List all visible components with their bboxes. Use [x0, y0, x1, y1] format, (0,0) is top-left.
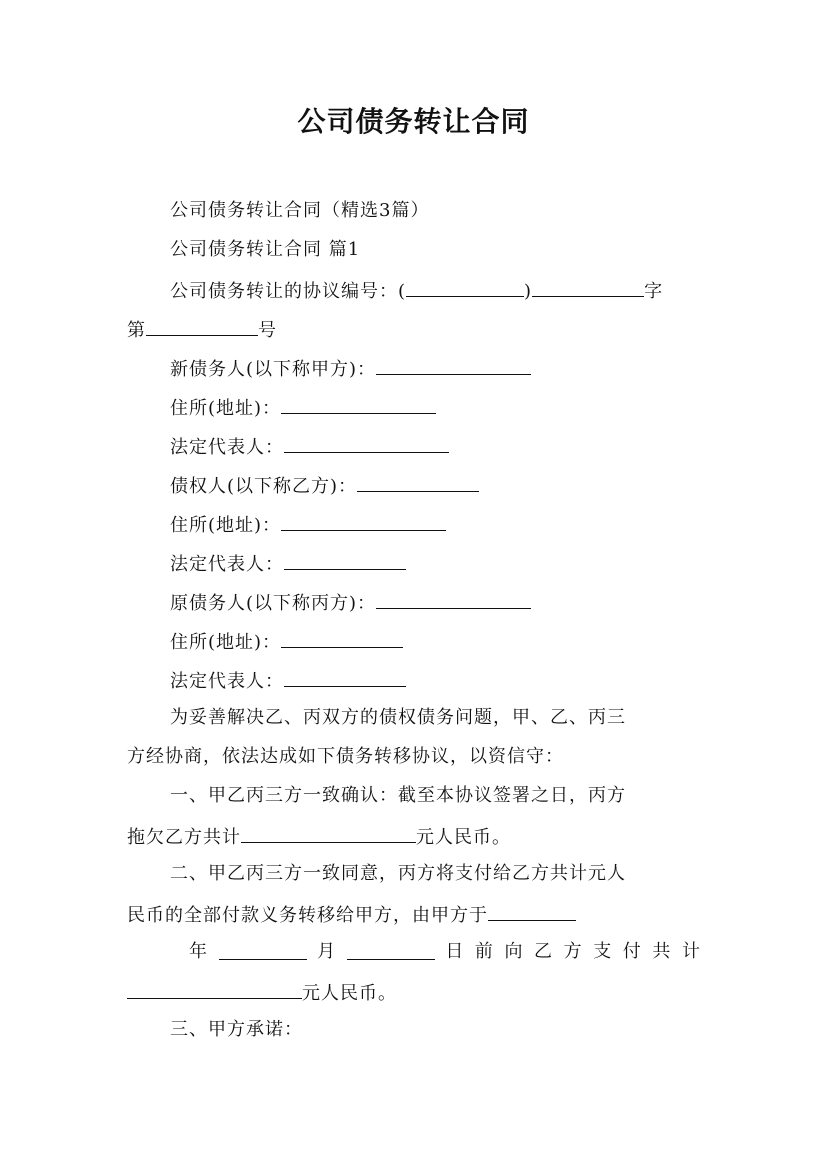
creditor-blank: [357, 471, 479, 492]
clause-1-prefix: 拖欠乙方共计: [127, 827, 241, 848]
clause-2-word: 方: [563, 941, 583, 962]
agreement-number-line-2: [127, 315, 707, 344]
clause-2-word: 向: [504, 941, 524, 962]
clause-2-line-1: 二、甲乙丙三方一致同意，丙方将支付给乙方共计元人: [170, 863, 626, 884]
agreement-number-blank-3: [146, 315, 258, 336]
intro-paragraph-line-1: 为妥善解决乙、丙双方的债权债务问题，甲、乙、丙三: [170, 707, 626, 728]
address-label-3: 住所(地址)：: [170, 632, 282, 653]
address-label-1: 住所(地址)：: [170, 398, 282, 419]
clause-1-amount-blank: [241, 822, 416, 843]
month-label: 月: [317, 941, 337, 962]
clause-2-word: 付: [622, 941, 642, 962]
address-line-3: [170, 627, 707, 656]
clause-2-amount-blank: [127, 978, 302, 999]
day-label: 日: [445, 941, 465, 962]
clause-3-heading: 三、甲方承诺：: [170, 1019, 303, 1040]
agreement-number-prefix: 第: [127, 320, 146, 341]
creditor-line: [170, 471, 707, 500]
section-heading: 公司债务转让合同 篇1: [170, 239, 361, 260]
clause-2-word: 乙: [534, 941, 554, 962]
legal-rep-blank-1: [284, 432, 449, 453]
legal-rep-blank-2: [284, 549, 406, 570]
intro-paragraph-line-2: 方经协商，依法达成如下债务转移协议，以资信守：: [127, 746, 564, 767]
new-debtor-blank: [376, 354, 531, 375]
agreement-number-char: 字: [644, 281, 664, 302]
clause-2-word: 前: [474, 941, 494, 962]
orig-debtor-label: 原债务人(以下称丙方)：: [170, 593, 377, 614]
address-line-1: [170, 393, 707, 422]
legal-rep-line-3: [170, 666, 707, 695]
clause-2-line-3: [189, 939, 701, 965]
legal-rep-label-3: 法定代表人：: [170, 671, 284, 692]
legal-rep-blank-3: [284, 666, 406, 687]
clause-2-prefix: 民币的全部付款义务转移给甲方，由甲方于: [127, 905, 488, 926]
agreement-number-blank-1: [406, 276, 524, 297]
address-blank-3: [281, 627, 403, 648]
clause-2-line-4: [127, 978, 707, 1007]
address-line-2: [170, 510, 707, 539]
clause-2-suffix: 元人民币。: [302, 983, 397, 1004]
month-blank: [219, 939, 307, 960]
legal-rep-label-2: 法定代表人：: [170, 554, 284, 575]
new-debtor-line: [170, 354, 707, 383]
creditor-label: 债权人(以下称乙方)：: [170, 476, 358, 497]
agreement-number-paren: ): [524, 281, 533, 302]
address-label-2: 住所(地址)：: [170, 515, 282, 536]
clause-1-suffix: 元人民币。: [416, 827, 511, 848]
address-blank-1: [281, 393, 436, 414]
clause-2-date-blank: [488, 900, 576, 921]
clause-2-word: 共: [652, 941, 672, 962]
new-debtor-label: 新债务人(以下称甲方)：: [170, 359, 377, 380]
clause-1-line-1: 一、甲乙丙三方一致确认：截至本协议签署之日，丙方: [170, 785, 626, 806]
document-title: 公司债务转让合同: [297, 105, 530, 138]
clause-2-word: 计: [681, 941, 701, 962]
agreement-number-line: [170, 276, 707, 305]
year-label: 年: [189, 941, 208, 962]
clause-2-line-2: [127, 900, 707, 929]
agreement-number-label: 公司债务转让的协议编号：(: [170, 281, 407, 302]
document-subtitle: 公司债务转让合同（精选3篇）: [170, 200, 430, 221]
orig-debtor-blank: [376, 588, 531, 609]
day-blank: [347, 939, 435, 960]
agreement-number-blank-2: [532, 276, 644, 297]
legal-rep-line-2: [170, 549, 707, 578]
clause-2-word: 支: [593, 941, 613, 962]
legal-rep-label-1: 法定代表人：: [170, 437, 284, 458]
legal-rep-line-1: [170, 432, 707, 461]
agreement-number-suffix: 号: [258, 320, 277, 341]
clause-1-line-2: [127, 822, 707, 851]
orig-debtor-line: [170, 588, 707, 617]
address-blank-2: [281, 510, 446, 531]
